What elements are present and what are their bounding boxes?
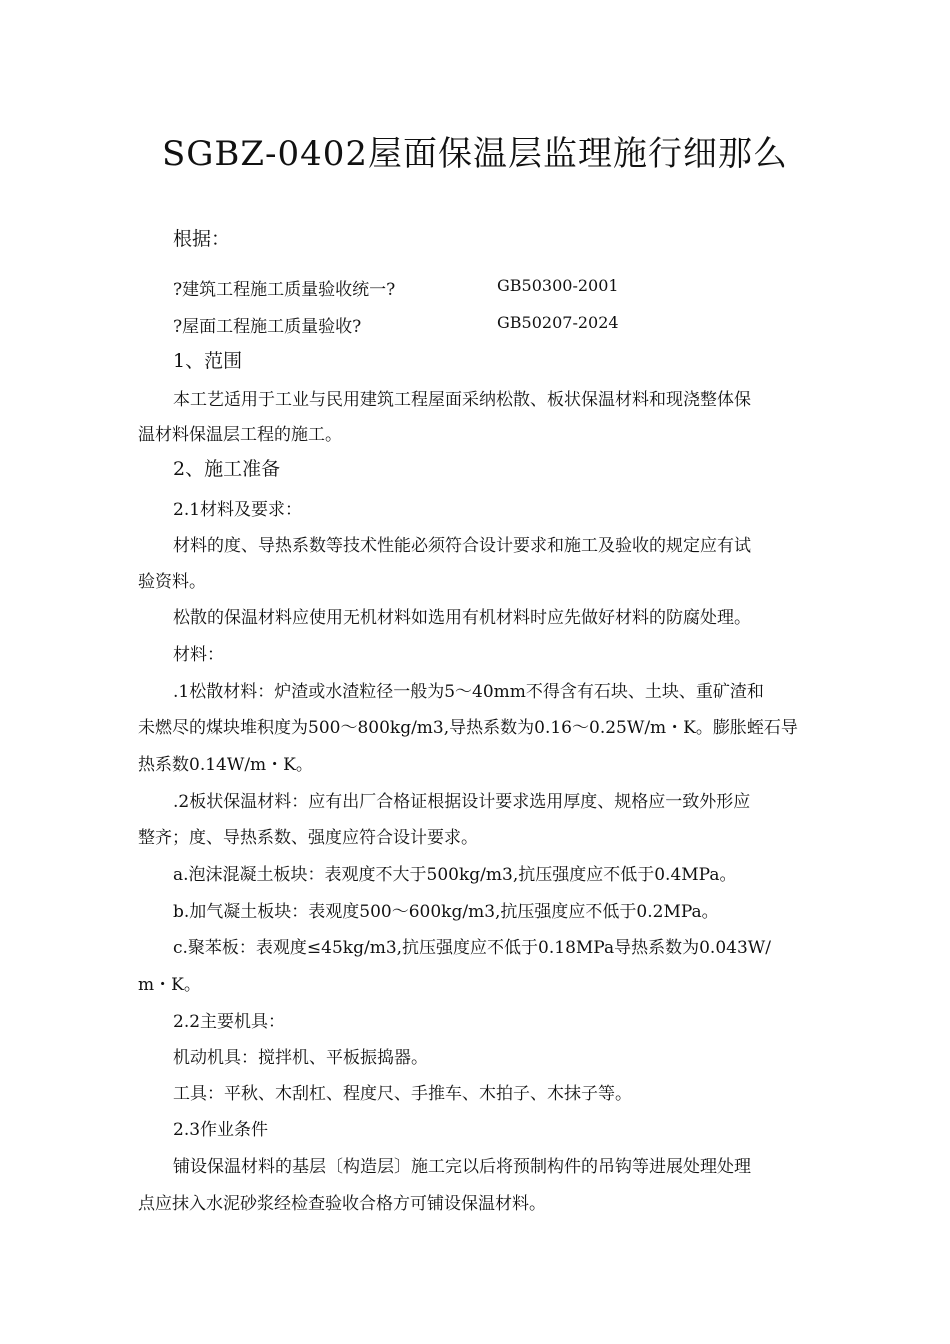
list-item: b.加气凝土板块：表观度500～600kg/m3,抗压强度应不低于0.2MPa。: [173, 902, 719, 922]
section-heading-scope: 1、范围: [173, 350, 243, 372]
list-item: m・K。: [138, 975, 201, 995]
paragraph-line: 铺设保温材料的基层〔构造层〕施工完以后将预制构件的吊钩等进展处理处理: [173, 1157, 751, 1177]
paragraph-line: .2板状保温材料：应有出厂合格证根据设计要求选用厚度、规格应一致外形应: [173, 792, 751, 812]
standard-name: ?屋面工程施工质量验收?: [173, 317, 362, 337]
paragraph-line: 材料的度、导热系数等技术性能必须符合设计要求和施工及验收的规定应有试: [173, 536, 751, 556]
subsection-heading: 2.2主要机具：: [173, 1012, 286, 1032]
paragraph-line: 松散的保温材料应使用无机材料如选用有机材料时应先做好材料的防腐处理。: [173, 608, 751, 628]
subsection-heading: 2.1材料及要求：: [173, 500, 303, 520]
list-item: a.泡沫混凝土板块：表观度不大于500kg/m3,抗压强度应不低于0.4MPa。: [173, 865, 737, 885]
standard-code: GB50300-2001: [497, 276, 619, 295]
standard-code: GB50207-2024: [497, 313, 619, 332]
paragraph-line: 整齐；度、导热系数、强度应符合设计要求。: [138, 828, 478, 848]
materials-label: 材料：: [173, 645, 224, 665]
paragraph-line: 温材料保温层工程的施工。: [138, 425, 342, 445]
document-title: SGBZ-0402屋面保温层监理施行细那么: [161, 134, 789, 174]
list-item: c.聚苯板：表观度≤45kg/m3,抗压强度应不低于0.18MPa导热系数为0.043W/: [173, 938, 771, 958]
paragraph-line: 验资料。: [138, 572, 206, 592]
paragraph-line: 未燃尽的煤块堆积度为500～800kg/m3,导热系数为0.16～0.25W/m・K。膨胀蛭石导: [138, 718, 798, 738]
paragraph-line: .1松散材料：炉渣或水渣粒径一般为5～40mm不得含有石块、土块、重矿渣和: [173, 682, 764, 702]
subsection-heading: 2.3作业条件: [173, 1120, 269, 1140]
paragraph-line: 点应抹入水泥砂浆经检查验收合格方可铺设保温材料。: [138, 1194, 546, 1214]
section-heading-preparation: 2、施工准备: [173, 458, 281, 480]
standard-name: ?建筑工程施工质量验收统一?: [173, 280, 396, 300]
paragraph-line: 热系数0.14W/m・K。: [138, 755, 313, 775]
paragraph-line: 机动机具：搅拌机、平板振捣器。: [173, 1048, 428, 1068]
paragraph-line: 工具：平秋、木刮杠、程度尺、手推车、木拍子、木抹子等。: [173, 1084, 632, 1104]
paragraph-line: 本工艺适用于工业与民用建筑工程屋面采纳松散、板状保温材料和现浇整体保: [173, 390, 751, 410]
basis-label: 根据：: [173, 228, 231, 250]
